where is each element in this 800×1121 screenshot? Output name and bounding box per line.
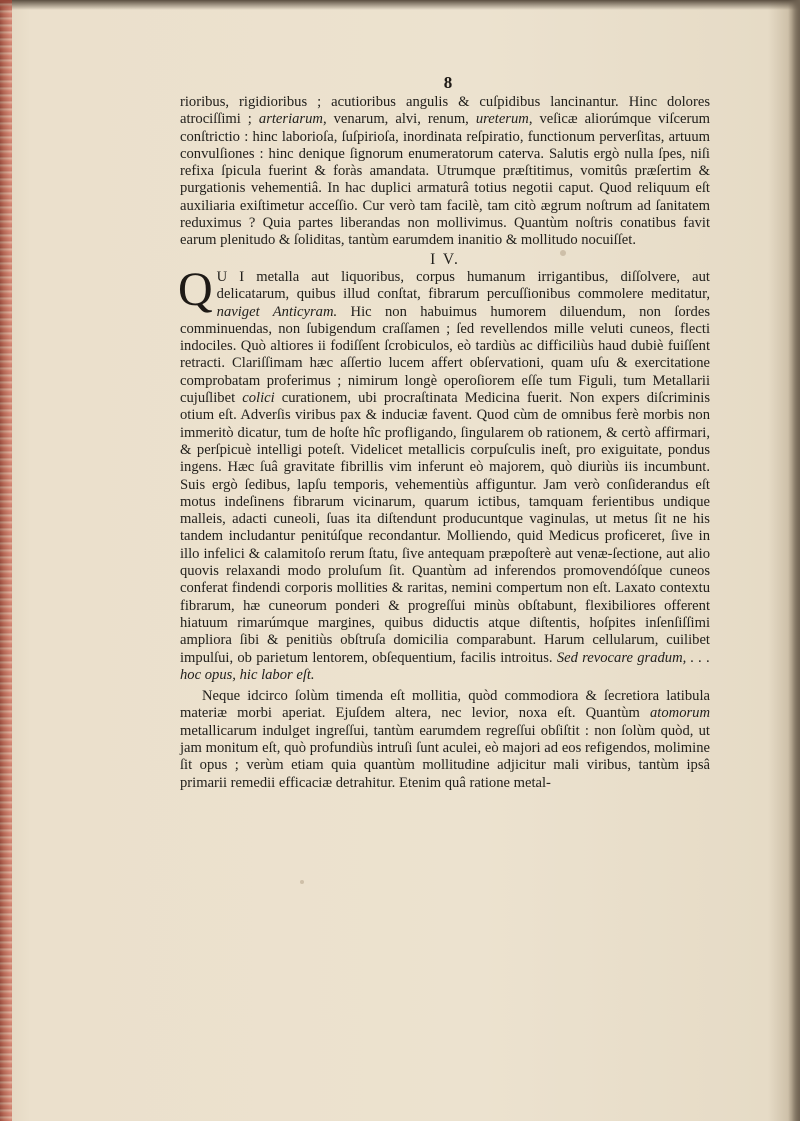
paper-stain — [300, 880, 304, 884]
body-text — [180, 94, 710, 792]
italic-run: ureterum — [475, 111, 529, 128]
text-run: Hic non habuimus humorem diluendum, non ſordes comminuendas, non ſubigendum craſſamen ; ſed revellendos mille veluti cuneos, flecti indociles. Quò altiores ii fodiſſent ſcrobiculos, eò tardiùs ac difficiliùs haud dubiè fuiſſent retracti. Clariſſimam hæc aſſertio lucem affert obſervationi, quam uſu & exercitatione comprobatam proferimus ; nimirum longè operoſiorem eſſe tum Figuli, tum Metallarii cujuſlibet — [180, 303, 710, 407]
italic-run: naviget Anticyram. — [216, 303, 338, 320]
italic-run: Sed revocare gradum, . . . hoc opus, hic labor eſt. — [180, 649, 710, 683]
paragraph-1 — [180, 94, 710, 250]
text-run: curationem, ubi procraſtinata Medicina fuerit. Non expers diſcriminis otium eſt. Adverſis viribus pax & induciæ favent. Quod cùm de omnibus ferè morbis non immeritò dicatur, tum de hoſte hîc profligando, ſingularem ob rationem, & certò affirmari, & perſpicuè intelligi poteſt. Videlicet metallicis corpuſculis ineſt, pro exiguitate, pondus ingens. Hæc ſuâ gravitate fibrillis vim inferunt eò majorem, quò diuriùs iis incumbunt. Suis ergò ſedibus, lapſu temporis, vehementiùs affiguntur. Jam verò conſiderandus eſt motus indeſinens fibrarum vicinarum, quarum ictibus, tamquam ferientibus undique malleis, adacti cuneoli, ſuas ita diſtendunt producuntque vaginulas, ut metus ſit ne his tandem includantur penitúſque recondantur. Molliendo, quid Medicus proficeret, ſive in illo infelici & calamitoſo rerum ſtatu, ſive antequam præpoſterè aut venæ-ſectione, aut alio quovis relaxandi modo proluſum ſit. Quantùm ad inferendos promovendóſque cuneos conferat findendi corporis mollities & raritas, nemini compertum non eſt. Laxato contextu fibrarum, hæ cuneorum ponderi & progreſſui minùs obſtabunt, flexibiliores offerent hiatuum rimarúmque margines, quibus diductis atque diſtentis, hoſpites inſenſiſſimi ampliora ſibi & penitiùs obſtruſa domicilia comparabunt. Harum cellularum, cuilibet impulſui, ob parietum lentorem, obſequentium, facilis introitus. — [180, 390, 710, 666]
text-run: Neque idcirco ſolùm timenda eſt mollitia, quòd commodiora & ſecretiora latibula materiæ morbi aperiat. Ejuſdem altera, nec levior, noxa eſt. Quantùm — [180, 688, 710, 722]
page-right-shadow — [788, 0, 800, 1121]
text-run: metallicarum indulget ingreſſui, tantùm earumdem regreſſui obſiſtit : non ſolùm quòd, ut jam monitum eſt, quò profundiùs intruſi ſunt aculei, eò majori ad eos refigendos, molimine ſit opus ; verùm etiam quia quantùm mollitudine adjicitur mali viribus, tantùm ipsâ primarii remedii efficaciæ detrahitur. Etenim quâ ratione metal- — [180, 722, 710, 791]
italic-run: atomorum — [650, 705, 710, 722]
page-number: 8 — [443, 73, 453, 92]
page-top-shadow — [0, 0, 800, 10]
paragraph-3 — [180, 688, 710, 792]
text-run: , venarum, alvi, renum, — [322, 111, 476, 128]
text-run: , veſicæ aliorúmque viſcerum conſtrictio : hinc laborioſa, ſuſpirioſa, inordinata reſpiratio, functionum perverſitas, artuum convulſiones : hinc denique ſignorum enumeratorum caterva. Salutis ergò nulla ſpes, niſi refixa ſpicula fuerint & foràs amandata. Utrumque præſtitimus, vomitûs præſertim & purgationis vehementiâ. In hac duplici armaturâ totius negotii caput. Quod reliquum eſt auxiliaria exiſtimetur acceſſio. Cur verò tam facilè, tam citò ægrum noſtrum ad ſanitatem reduximus ? Quia partes liberandas non mollivimus. Quantùm noſtris conatibus favit earum plenitudo & ſoliditas, tantùm earumdem inanitio & mollitudo nocuiſſet. — [180, 111, 710, 249]
text-run: rioribus, rigidioribus ; acutioribus angulis & cuſpidibus lancinantur. Hinc dolores atrociſſimi ; — [180, 94, 710, 128]
drop-cap: Q — [178, 262, 213, 316]
paper-stain — [560, 250, 566, 256]
italic-run: arteriarum — [258, 111, 323, 128]
red-book-edge — [0, 0, 12, 1121]
italic-run: colici — [242, 390, 275, 407]
section-heading: I V. — [430, 250, 460, 268]
paragraph-2 — [178, 262, 710, 684]
text-run: U I metalla aut liquoribus, corpus humanum irrigantibus, diſſolvere, aut delicatarum, quibus illud conſtat, fibrarum percuſſionibus commolere meditatur, — [216, 268, 710, 303]
